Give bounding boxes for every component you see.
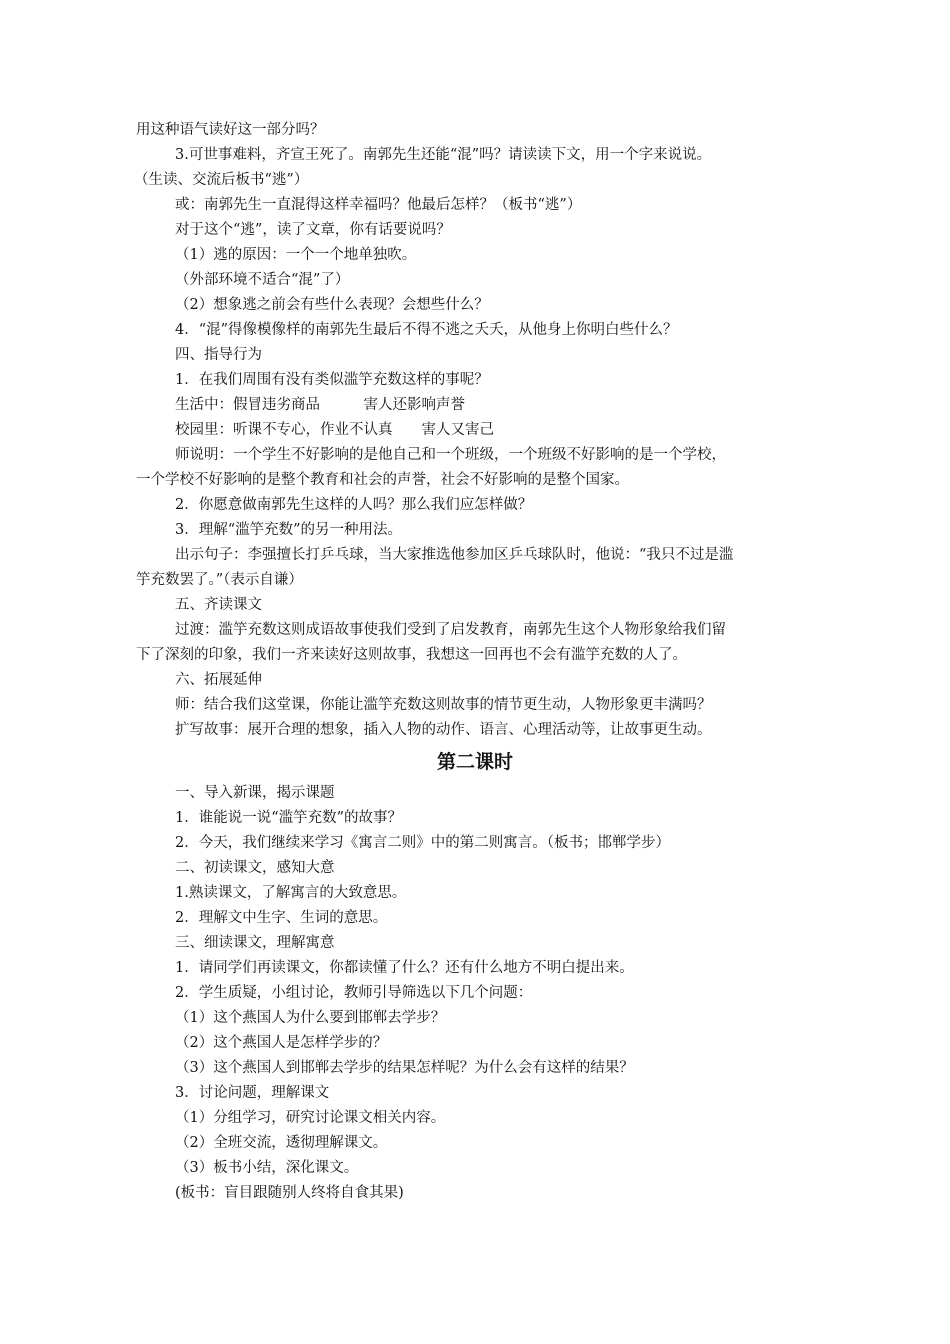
- text-line: 生活中：假冒违劣商品 害人还影响声誉: [175, 397, 465, 413]
- text-line: 1．谁能说一说“滥竽充数”的故事？: [175, 810, 403, 826]
- section-title: 第二课时: [436, 751, 513, 773]
- text-line: 3．讨论问题，理解课文: [175, 1085, 330, 1101]
- text-line: 过渡：滥竽充数这则成语故事使我们受到了启发教育，南郭先生这个人物形象给我们留: [175, 622, 726, 638]
- text-line: 五、齐读课文: [175, 597, 262, 613]
- text-line: 3．理解“滥竽充数”的另一种用法。: [175, 522, 403, 538]
- text-line: （外部环境不适合“混”了）: [175, 272, 350, 288]
- text-line: 师说明：一个学生不好影响的是他自己和一个班级，一个班级不好影响的是一个学校，: [175, 447, 726, 463]
- text-line: 1．请同学们再读课文，你都读懂了什么？还有什么地方不明白提出来。: [175, 960, 634, 976]
- text-line: 1．在我们周围有没有类似滥竽充数这样的事呢？: [175, 372, 489, 388]
- text-line: 3.可世事难料，齐宣王死了。南郭先生还能“混”吗？请读读下文，用一个字来说说。: [175, 147, 712, 163]
- text-line: （2）想象逃之前会有些什么表现？会想些什么？: [175, 297, 489, 313]
- text-line: 2．你愿意做南郭先生这样的人吗？那么我们应怎样做？: [175, 497, 533, 513]
- text-line: （3）板书小结，深化课文。: [175, 1160, 359, 1176]
- text-line: 一、导入新课，揭示课题: [175, 785, 335, 801]
- text-line: 出示句子：李强擅长打乒乓球，当大家推选他参加区乒乓球队时，他说：“我只不过是滥: [175, 547, 734, 563]
- text-line: （1）这个燕国人为什么要到邯郸去学步？: [175, 1010, 446, 1026]
- text-line: 二、初读课文，感知大意: [175, 860, 335, 876]
- text-line: 1.熟读课文，了解寓言的大致意思。: [175, 885, 407, 901]
- text-line: 六、拓展延伸: [175, 672, 262, 688]
- text-line: 竽充数罢了。”（表示自谦）: [136, 572, 303, 588]
- text-line: 扩写故事：展开合理的想象，插入人物的动作、语言、心理活动等，让故事更生动。: [175, 722, 712, 738]
- text-line: 一个学校不好影响的是整个教育和社会的声誉，社会不好影响的是整个国家。: [136, 472, 629, 488]
- text-line: 2．学生质疑，小组讨论，教师引导筛选以下几个问题：: [175, 985, 533, 1001]
- text-line: 三、细读课文，理解寓意: [175, 935, 335, 951]
- text-line: （生读、交流后板书“逃”）: [134, 172, 309, 188]
- text-line: 四、指导行为: [175, 347, 262, 363]
- text-line: （1）逃的原因：一个一个地单独吹。: [175, 247, 417, 263]
- text-line: 下了深刻的印象，我们一齐来读好这则故事，我想这一回再也不会有滥竽充数的人了。: [136, 647, 687, 663]
- text-line: 2．理解文中生字、生词的意思。: [175, 910, 388, 926]
- text-line: 对于这个“逃”，读了文章，你有话要说吗？: [175, 222, 451, 238]
- text-line: (板书：盲目跟随别人终将自食其果): [175, 1185, 404, 1201]
- text-line: （2）全班交流，透彻理解课文。: [175, 1135, 388, 1151]
- text-line: 师：结合我们这堂课，你能让滥竽充数这则故事的情节更生动，人物形象更丰满吗？: [175, 697, 712, 713]
- text-line: 校园里：听课不专心，作业不认真 害人又害己: [175, 422, 494, 438]
- text-line: （1）分组学习，研究讨论课文相关内容。: [175, 1110, 446, 1126]
- text-line: （2）这个燕国人是怎样学步的？: [175, 1035, 388, 1051]
- text-line: 2．今天，我们继续来学习《寓言二则》中的第二则寓言。（板书；邯郸学步）: [175, 835, 670, 851]
- text-line: （3）这个燕国人到邯郸去学步的结果怎样呢？为什么会有这样的结果？: [175, 1060, 634, 1076]
- text-line: 或：南郭先生一直混得这样幸福吗？他最后怎样？（板书“逃”）: [175, 197, 582, 213]
- text-line: 用这种语气读好这一部分吗？: [136, 122, 325, 138]
- text-line: 4．“混”得像模像样的南郭先生最后不得不逃之夭夭，从他身上你明白些什么？: [175, 322, 678, 338]
